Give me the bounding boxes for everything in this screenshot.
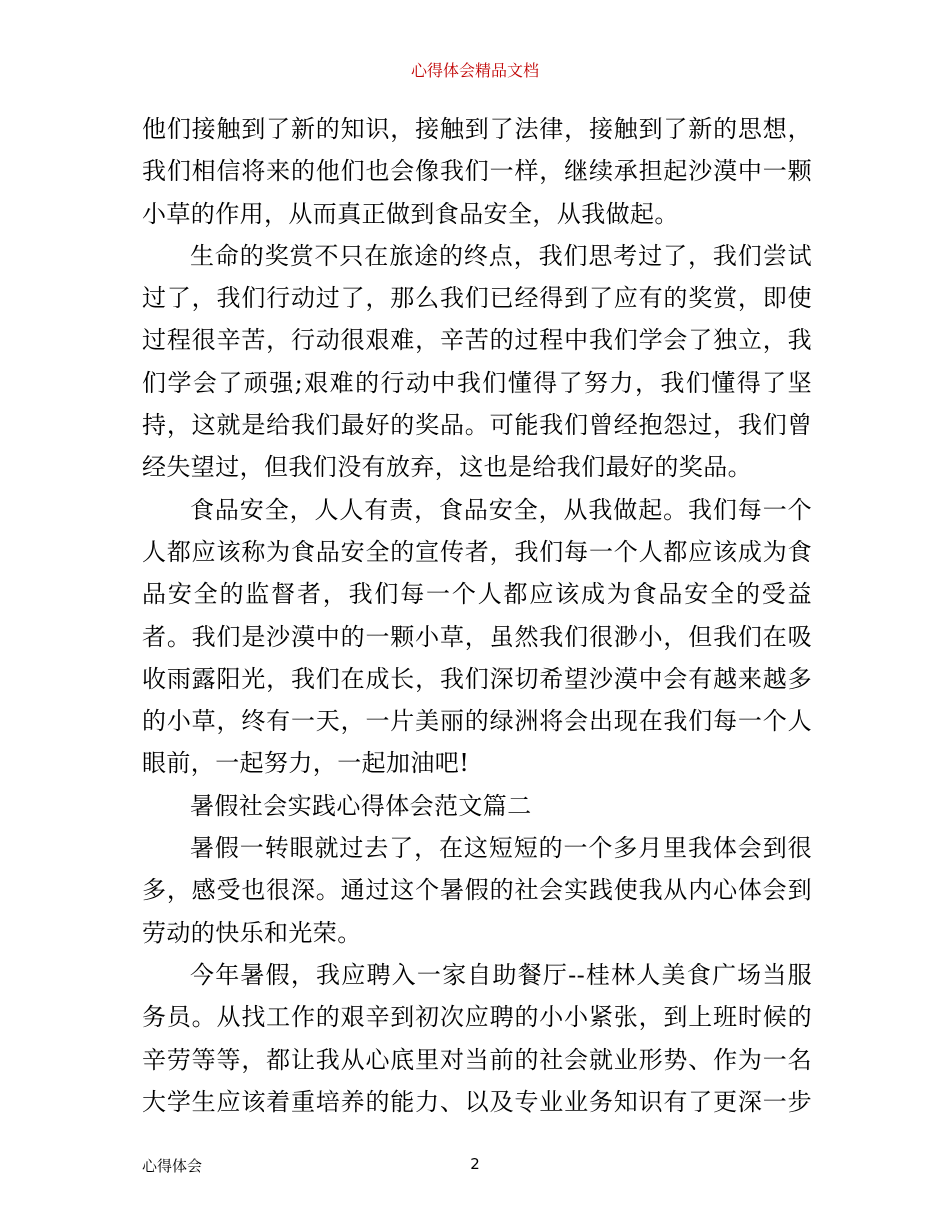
text-line: 眼前，一起努力，一起加油吧! <box>142 749 470 778</box>
text-line: 收雨露阳光，我们在成长，我们深切希望沙漠中会有越来越多 <box>142 664 812 693</box>
text-line: 生命的奖赏不只在旅途的终点，我们思考过了，我们尝试 <box>190 241 812 270</box>
text-line: 的小草，终有一天，一片美丽的绿洲将会出现在我们每一个人 <box>142 707 812 736</box>
text-line: 们学会了顽强;艰难的行动中我们懂得了努力，我们懂得了坚 <box>142 368 812 397</box>
text-line: 经失望过，但我们没有放弃，这也是给我们最好的奖品。 <box>142 453 752 482</box>
text-line: 劳动的快乐和光荣。 <box>142 918 362 947</box>
text-line: 他们接触到了新的知识，接触到了法律，接触到了新的思想， <box>142 115 812 143</box>
text-line: 者。我们是沙漠中的一颗小草，虽然我们很渺小，但我们在吸 <box>142 622 812 651</box>
text-line: 暑假一转眼就过去了，在这短短的一个多月里我体会到很 <box>190 834 812 863</box>
text-line: 过程很辛苦，行动很艰难，辛苦的过程中我们学会了独立，我 <box>142 326 812 355</box>
footer-label: 心得体会 <box>142 1157 203 1175</box>
text-line: 务员。从找工作的艰辛到初次应聘的小小紧张，到上班时候的 <box>142 1003 812 1032</box>
text-line: 小草的作用，从而真正做到食品安全，从我做起。 <box>142 199 679 228</box>
page-number: 2 <box>470 1155 480 1173</box>
text-line: 品安全的监督者，我们每一个人都应该成为食品安全的受益 <box>142 580 812 609</box>
text-line: 我们相信将来的他们也会像我们一样，继续承担起沙漠中一颗 <box>142 157 812 186</box>
text-line: 大学生应该着重培养的能力、以及专业业务知识有了更深一步 <box>142 1087 812 1116</box>
section-heading: 暑假社会实践心得体会范文篇二 <box>190 791 532 820</box>
text-line: 持，这就是给我们最好的奖品。可能我们曾经抱怨过，我们曾 <box>142 411 812 440</box>
text-line: 多，感受也很深。通过这个暑假的社会实践使我从内心体会到 <box>142 876 812 905</box>
text-line: 食品安全，人人有责，食品安全，从我做起。我们每一个 <box>190 495 812 524</box>
text-line: 今年暑假，我应聘入一家自助餐厅--桂林人美食广场当服 <box>190 960 812 989</box>
page-header: 心得体会精品文档 <box>410 61 539 80</box>
document-body <box>142 108 812 1123</box>
text-line: 辛劳等等，都让我从心底里对当前的社会就业形势、作为一名 <box>142 1045 812 1074</box>
text-line: 人都应该称为食品安全的宣传者，我们每一个人都应该成为食 <box>142 537 812 566</box>
text-line: 过了，我们行动过了，那么我们已经得到了应有的奖赏，即使 <box>142 284 812 313</box>
